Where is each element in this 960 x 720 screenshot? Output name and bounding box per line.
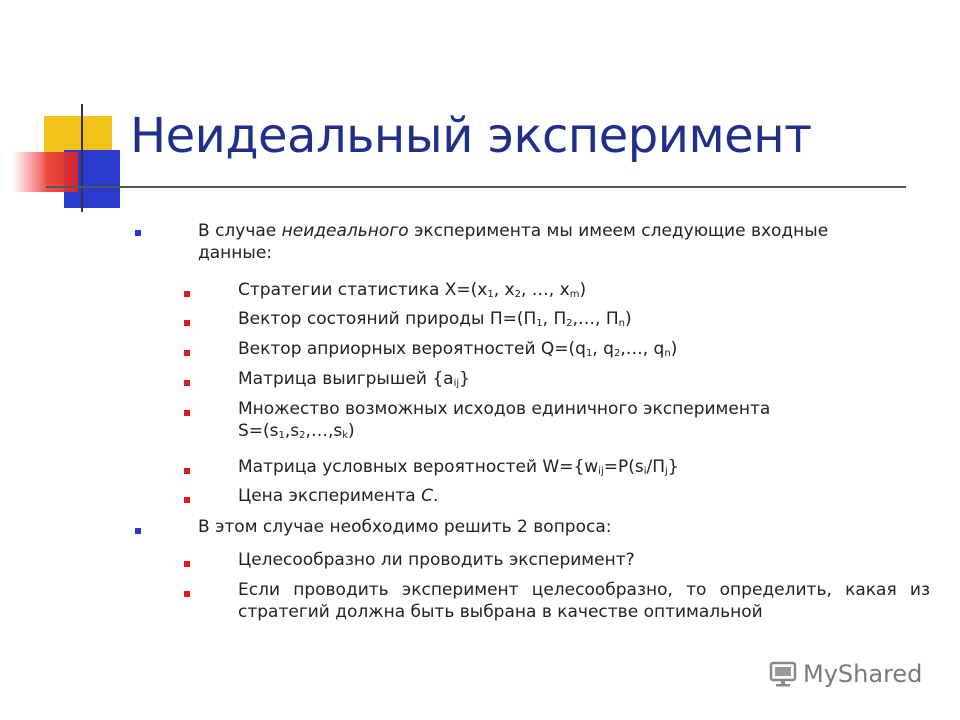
sub-bullet-marker — [184, 468, 190, 474]
bullet-marker — [135, 230, 141, 236]
intro-text — [198, 220, 898, 264]
item-conditional: Матрица условных вероятностей $W=\{w_{ij}=P(s_i/П_j\}$ — [238, 457, 679, 477]
sub-bullet-marker — [184, 410, 190, 416]
sub-bullet-marker — [184, 561, 190, 567]
sub-bullet-marker — [184, 291, 190, 297]
item-outcomes: Множество возможных исходов единичного эксперимента $S=(s_1,s_2,\dots,s_k)$ — [238, 399, 771, 441]
intro-italic: неидеального — [281, 221, 409, 241]
sub-bullet-marker — [184, 380, 190, 386]
intro-suffix: эксперимента мы имеем следующие входные данные: — [198, 221, 829, 263]
sub-bullet-marker — [184, 320, 190, 326]
watermark[interactable] — [768, 656, 928, 692]
sub-bullet-marker — [184, 350, 190, 356]
item-payoff: Матрица выигрышей $\{a_{ij}\}$ — [238, 369, 470, 389]
item-states: Вектор состояний природы $П=(П_1$, $П_2,\dots$, $П_n$) — [238, 309, 632, 329]
sub-bullet-marker — [184, 591, 190, 597]
slide-title: Неидеальный эксперимент — [130, 108, 812, 164]
item-strategies: Стратегии статистика $X=(x_1$, $x_2$, …, $x_m$) — [238, 280, 587, 300]
decor-vertical-line — [81, 104, 83, 212]
second-text: В этом случае необходимо решить 2 вопроса: — [198, 517, 612, 537]
item-cost: Цена эксперимента C. — [238, 486, 439, 506]
myshared-logo-icon — [768, 659, 798, 689]
question-1: Целесообразно ли проводить эксперимент? — [238, 550, 635, 570]
watermark-text: MyShared — [803, 660, 923, 688]
item-priors: Вектор априорных вероятностей $Q=(q_1$, $q_2,\dots$, $q_n$) — [238, 339, 678, 359]
bullet-marker — [135, 528, 141, 534]
title-underline — [46, 186, 906, 188]
question-2: Если проводить эксперимент целесообразно, то определить, какая из стратегий должна быть выбрана в качестве оптимальной — [238, 580, 930, 622]
sub-bullet-marker — [184, 497, 190, 503]
intro-prefix: В случае — [198, 221, 282, 241]
